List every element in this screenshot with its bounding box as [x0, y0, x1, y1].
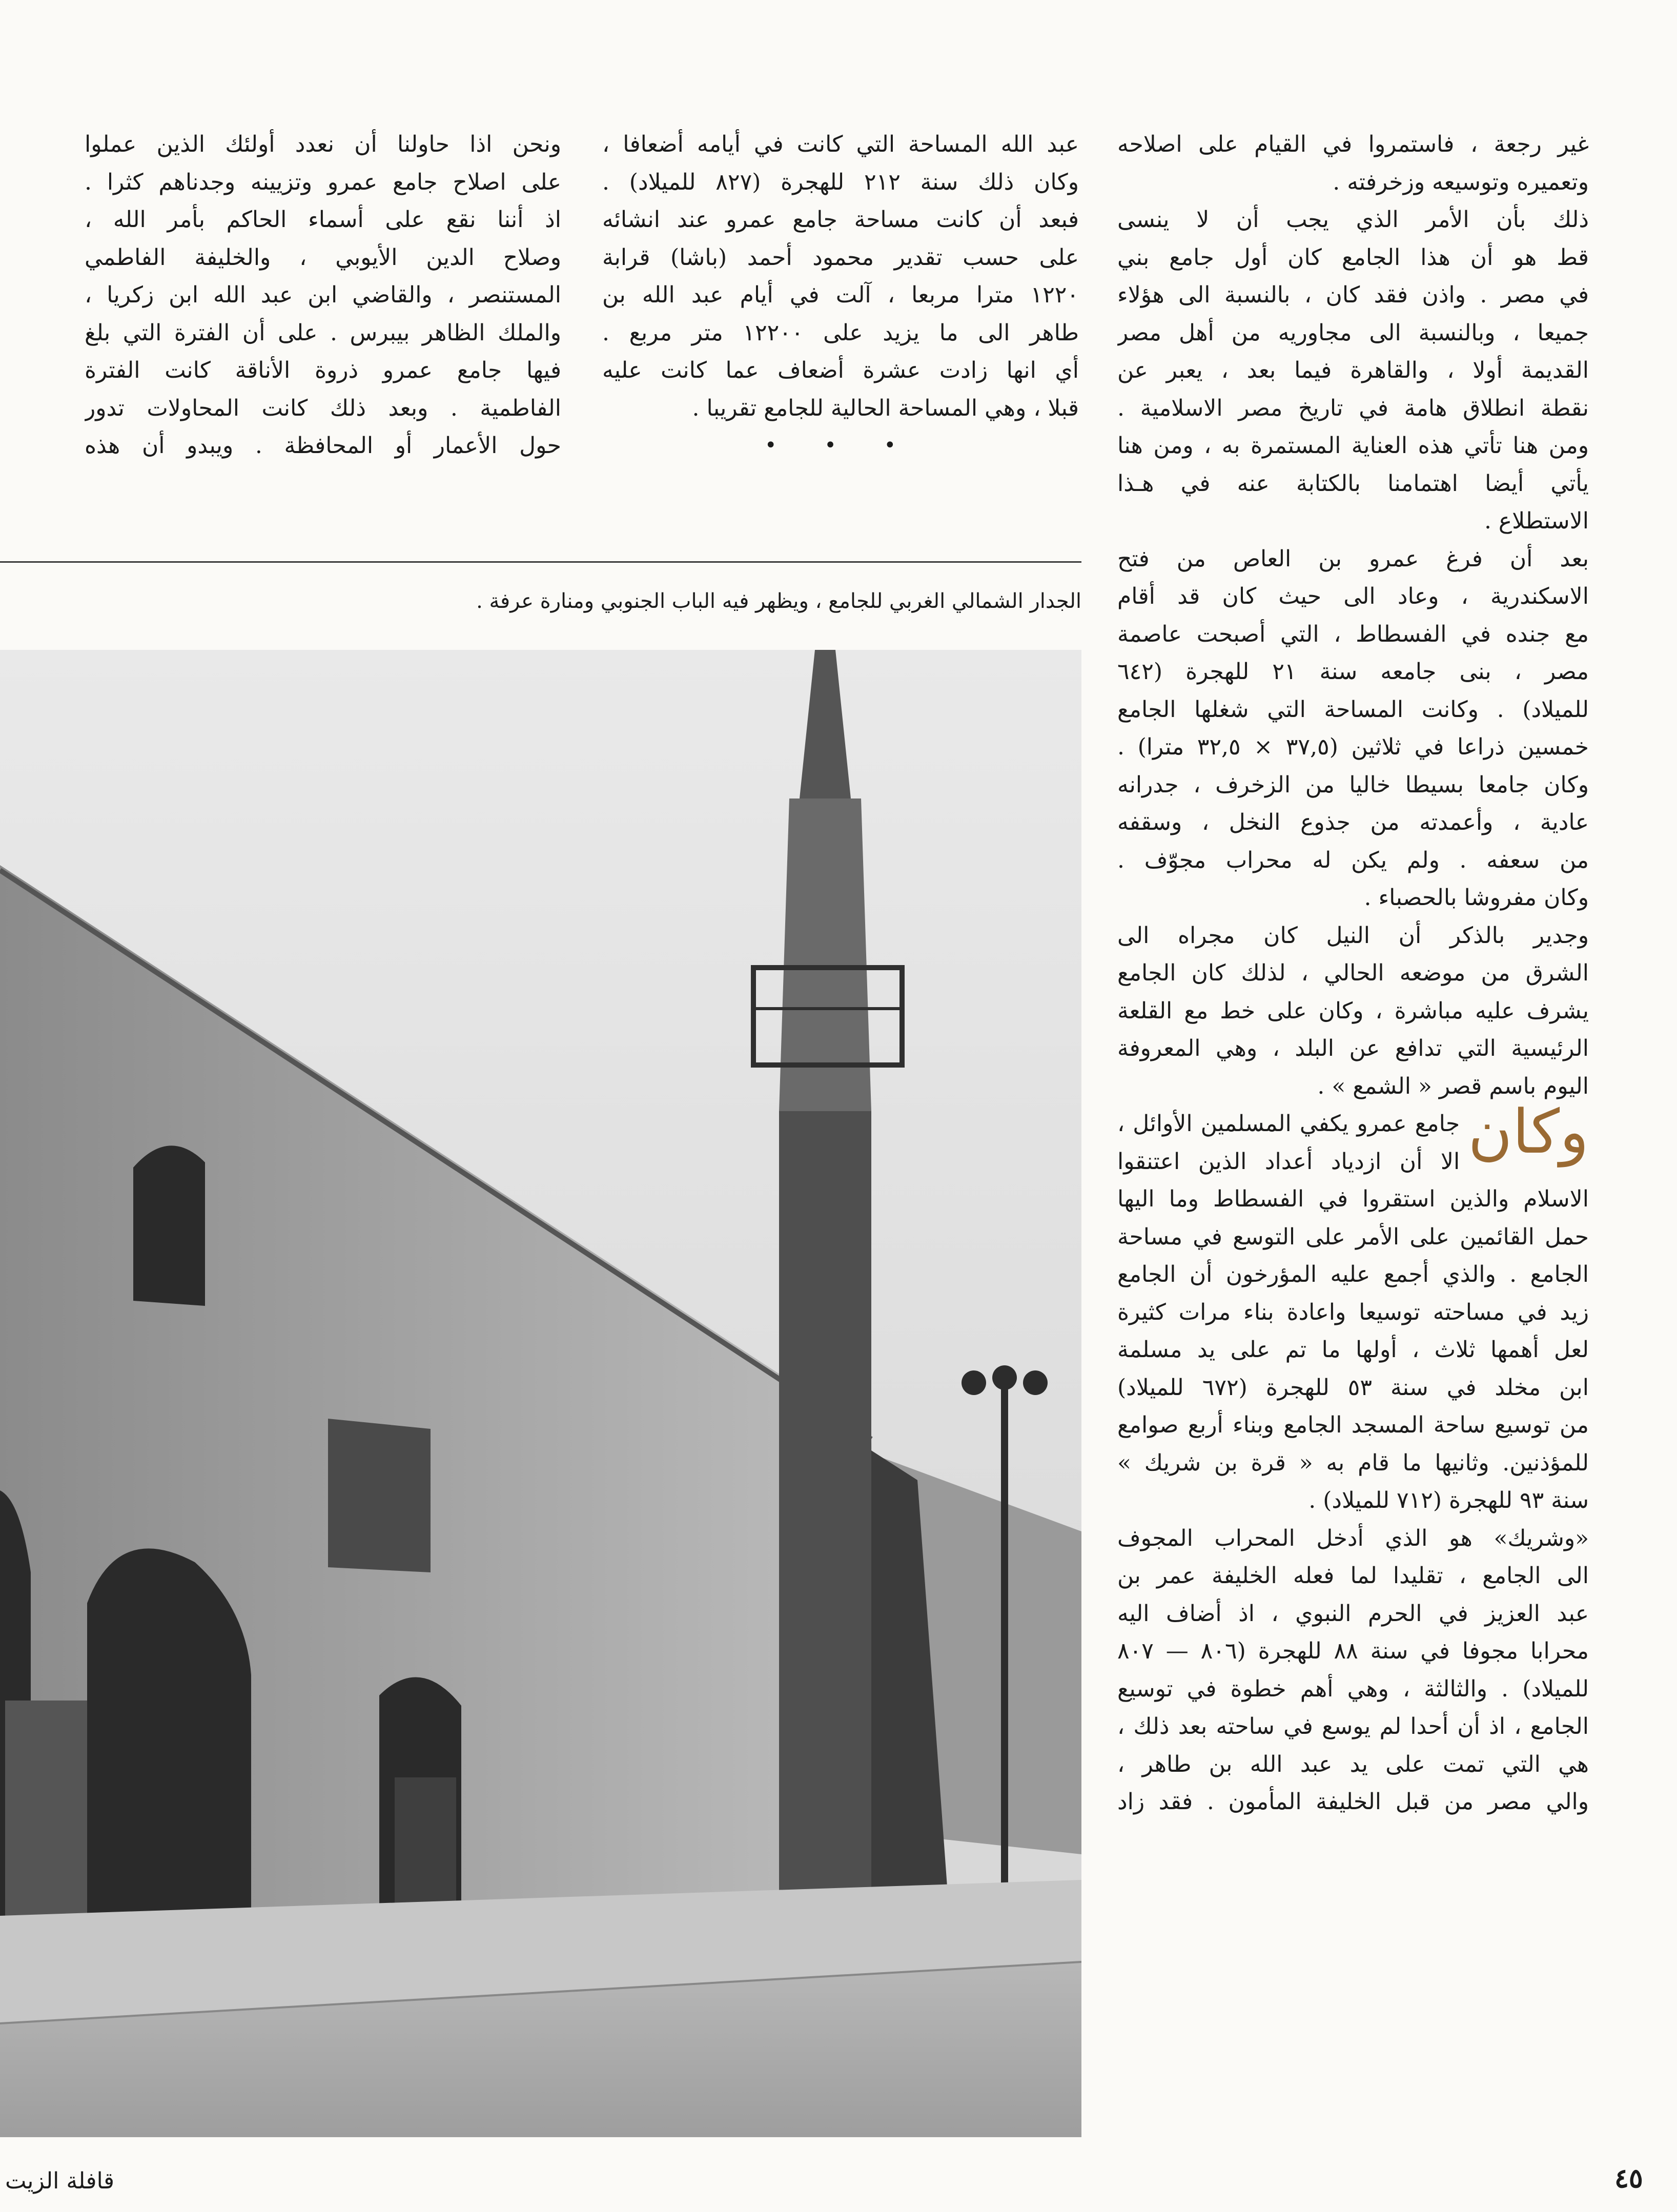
- photo-caption: الجدار الشمالي الغربي للجامع ، ويظهر فيه الباب الجنوبي ومنارة عرفة .: [476, 589, 1081, 613]
- article-column-left: [85, 126, 561, 465]
- text-line: الرئيسية التي تدافع عن البلد ، وهي المعروفة: [1117, 1035, 1589, 1061]
- text-line: قط هو أن هذا الجامع كان أول جامع بني: [1117, 244, 1589, 271]
- text-line: القديمة أولا ، والقاهرة فيما بعد ، يعبر عن: [1117, 357, 1589, 383]
- text-line: الجامع ، اذ أن أحدا لم يوسع في ساحته بعد ذلك ،: [1117, 1713, 1589, 1739]
- text-line: ١٢٢٠ مترا مربعا ، آلت في أيام عبد الله بن: [602, 282, 1079, 308]
- text-line: «وشريك» هو الذي أدخل المحراب المجوف: [1117, 1525, 1589, 1551]
- paragraph: [1117, 126, 1589, 201]
- text-line: ومن هنا تأتي هذه العناية المستمرة به ، ومن هنا: [1117, 433, 1589, 459]
- text-line: حمل القائمين على الأمر على التوسع في مساحة: [1117, 1223, 1589, 1250]
- text-line: على اصلاح جامع عمرو وتزيينه وجدناهم كثرا .: [85, 169, 561, 195]
- text-line: على حسب تقدير محمود أحمد (باشا) قرابة: [602, 244, 1079, 271]
- text-line: للميلاد) . والثالثة ، وهي أهم خطوة في توسيع: [1117, 1675, 1589, 1702]
- page-number: ٤٥: [1614, 2163, 1643, 2194]
- text-line: فبعد أن كانت مساحة جامع عمرو عند انشائه: [602, 207, 1079, 233]
- text-line: عادية ، وأعمدته من جذوع النخل ، وسقفه: [1117, 809, 1589, 835]
- text-line: ابن مخلد في سنة ٥٣ للهجرة (٦٧٢ للميلاد): [1117, 1374, 1589, 1401]
- text-line: هي التي تمت على يد عبد الله بن طاهر ،: [1117, 1751, 1589, 1777]
- text-line: مصر ، بنى جامعه سنة ٢١ للهجرة (٦٤٢: [1117, 659, 1589, 685]
- article-column-right: [1117, 126, 1589, 1821]
- text-line: نقطة انطلاق هامة في تاريخ مصر الاسلامية .: [1117, 395, 1589, 421]
- text-line: الشرق من موضعه الحالي ، لذلك كان الجامع: [1117, 960, 1589, 986]
- text-line: في مصر . واذن فقد كان ، بالنسبة الى هؤلاء: [1117, 282, 1589, 308]
- text-line: أي انها زادت عشرة أضعاف عما كانت عليه: [602, 357, 1079, 383]
- paragraph: [1117, 917, 1589, 1105]
- text-line: الا أن ازدياد أعداد الذين اعتنقوا: [1117, 1148, 1460, 1175]
- text-line: عبد الله المساحة التي كانت في أيامه أضعافا ،: [602, 131, 1079, 157]
- text-line: الاسلام والذين استقروا في الفسطاط وما اليها: [1117, 1186, 1589, 1212]
- text-line: للميلاد) . وكانت المساحة التي شغلها الجامع: [1117, 696, 1589, 723]
- text-line: الاسكندرية ، وعاد الى حيث كان قد أقام: [1117, 583, 1589, 609]
- text-line: قبلا ، وهي المساحة الحالية للجامع تقريبا .: [692, 395, 1079, 421]
- text-line: محرابا مجوفا في سنة ٨٨ للهجرة (٨٠٦ — ٨٠٧: [1117, 1638, 1589, 1664]
- dropcap: وكان: [1468, 1096, 1589, 1167]
- text-line: الفاطمية . وبعد ذلك كانت المحاولات تدور: [85, 395, 561, 421]
- text-line: المستنصر ، والقاضي ابن عبد الله ابن زكريا ،: [85, 282, 561, 308]
- text-line: الى الجامع ، تقليدا لما فعله الخليفة عمر بن: [1117, 1563, 1589, 1589]
- text-line: عبد العزيز في الحرم النبوي ، اذ أضاف اليه: [1117, 1600, 1589, 1627]
- text-line: لعل أهمها ثلاث ، أولها ما تم على يد مسلمة: [1117, 1337, 1589, 1363]
- paragraph: [1117, 540, 1589, 917]
- text-line: غير رجعة ، فاستمروا في القيام على اصلاحه: [1117, 131, 1589, 157]
- article-column-middle: [602, 126, 1079, 465]
- text-line: ونحن اذا حاولنا أن نعدد أولئك الذين عملوا: [85, 131, 561, 157]
- paragraph: [1117, 1520, 1589, 1821]
- text-line: الاستطلاع .: [1484, 508, 1589, 534]
- text-line: يشرف عليه مباشرة ، وكان على خط مع القلعة: [1117, 997, 1589, 1024]
- text-line: وتعميره وتوسيعه وزخرفته .: [1333, 169, 1589, 195]
- text-line: ذلك بأن الأمر الذي يجب أن لا ينسى: [1117, 207, 1589, 233]
- text-line: فيها جامع عمرو ذروة الأناقة كانت الفترة: [85, 357, 561, 383]
- text-line: مع جنده في الفسطاط ، التي أصبحت عاصمة: [1117, 621, 1589, 647]
- text-line: من سعفه . ولم يكن له محراب مجوّف .: [1117, 847, 1589, 873]
- text-line: حول الأعمار أو المحافظة . ويبدو أن هذه: [85, 433, 561, 459]
- text-line: وكان جامعا بسيطا خاليا من الزخرف ، جدرانه: [1117, 771, 1589, 798]
- text-line: اليوم باسم قصر « الشمع » .: [1317, 1073, 1589, 1099]
- text-line: سنة ٩٣ للهجرة (٧١٢ للميلاد) .: [1308, 1487, 1589, 1513]
- text-line: يأتي أيضا اهتمامنا بالكتابة عنه في هـذا: [1117, 470, 1589, 497]
- paragraph: [1117, 1180, 1589, 1520]
- text-line: جميعا ، وبالنسبة الى مجاوريه من أهل مصر: [1117, 319, 1589, 346]
- text-line: وجدير بالذكر أن النيل كان مجراه الى: [1117, 922, 1589, 949]
- text-line: من توسيع ساحة المسجد الجامع وبناء أربع صوامع: [1117, 1412, 1589, 1438]
- dropcap-paragraph: [1117, 1096, 1589, 1180]
- mosque-photo: [0, 650, 1081, 2137]
- text-line: وصلاح الدين الأيوبي ، والخليفة الفاطمي: [85, 244, 561, 271]
- paragraph: [85, 126, 561, 465]
- text-line: جامع عمرو يكفي المسلمين الأوائل ،: [1117, 1111, 1460, 1137]
- text-line: للمؤذنين. وثانيها ما قام به « قرة بن شريك »: [1117, 1449, 1589, 1476]
- text-line: بعد أن فرغ عمرو بن العاص من فتح: [1117, 545, 1589, 572]
- text-line: طاهر الى ما يزيد على ١٢٢٠٠ متر مربع .: [602, 319, 1079, 346]
- text-line: الجامع . والذي أجمع عليه المؤرخون أن الجامع: [1117, 1261, 1589, 1287]
- magazine-name: قافلة الزيت: [5, 2168, 114, 2194]
- section-separator: • • •: [764, 434, 917, 457]
- text-line: اذ أننا نقع على أسماء الحاكم بأمر الله ،: [85, 207, 561, 233]
- paragraph: [602, 126, 1079, 427]
- text-line: وكان مفروشا بالحصباء .: [1364, 885, 1589, 911]
- paragraph: [1117, 201, 1589, 540]
- text-line: وكان ذلك سنة ٢١٢ للهجرة (٨٢٧ للميلاد) .: [602, 169, 1079, 195]
- section-divider: [0, 561, 1081, 563]
- text-line: خمسين ذراعا في ثلاثين (٣٧,٥ × ٣٢,٥ مترا) .: [1117, 734, 1589, 760]
- text-line: والملك الظاهر بيبرس . على أن الفترة التي بلغ: [85, 319, 561, 346]
- text-line: والي مصر من قبل الخليفة المأمون . فقد زاد: [1117, 1789, 1589, 1815]
- text-line: زيد في مساحته توسيعا واعادة بناء مرات كثيرة: [1117, 1299, 1589, 1325]
